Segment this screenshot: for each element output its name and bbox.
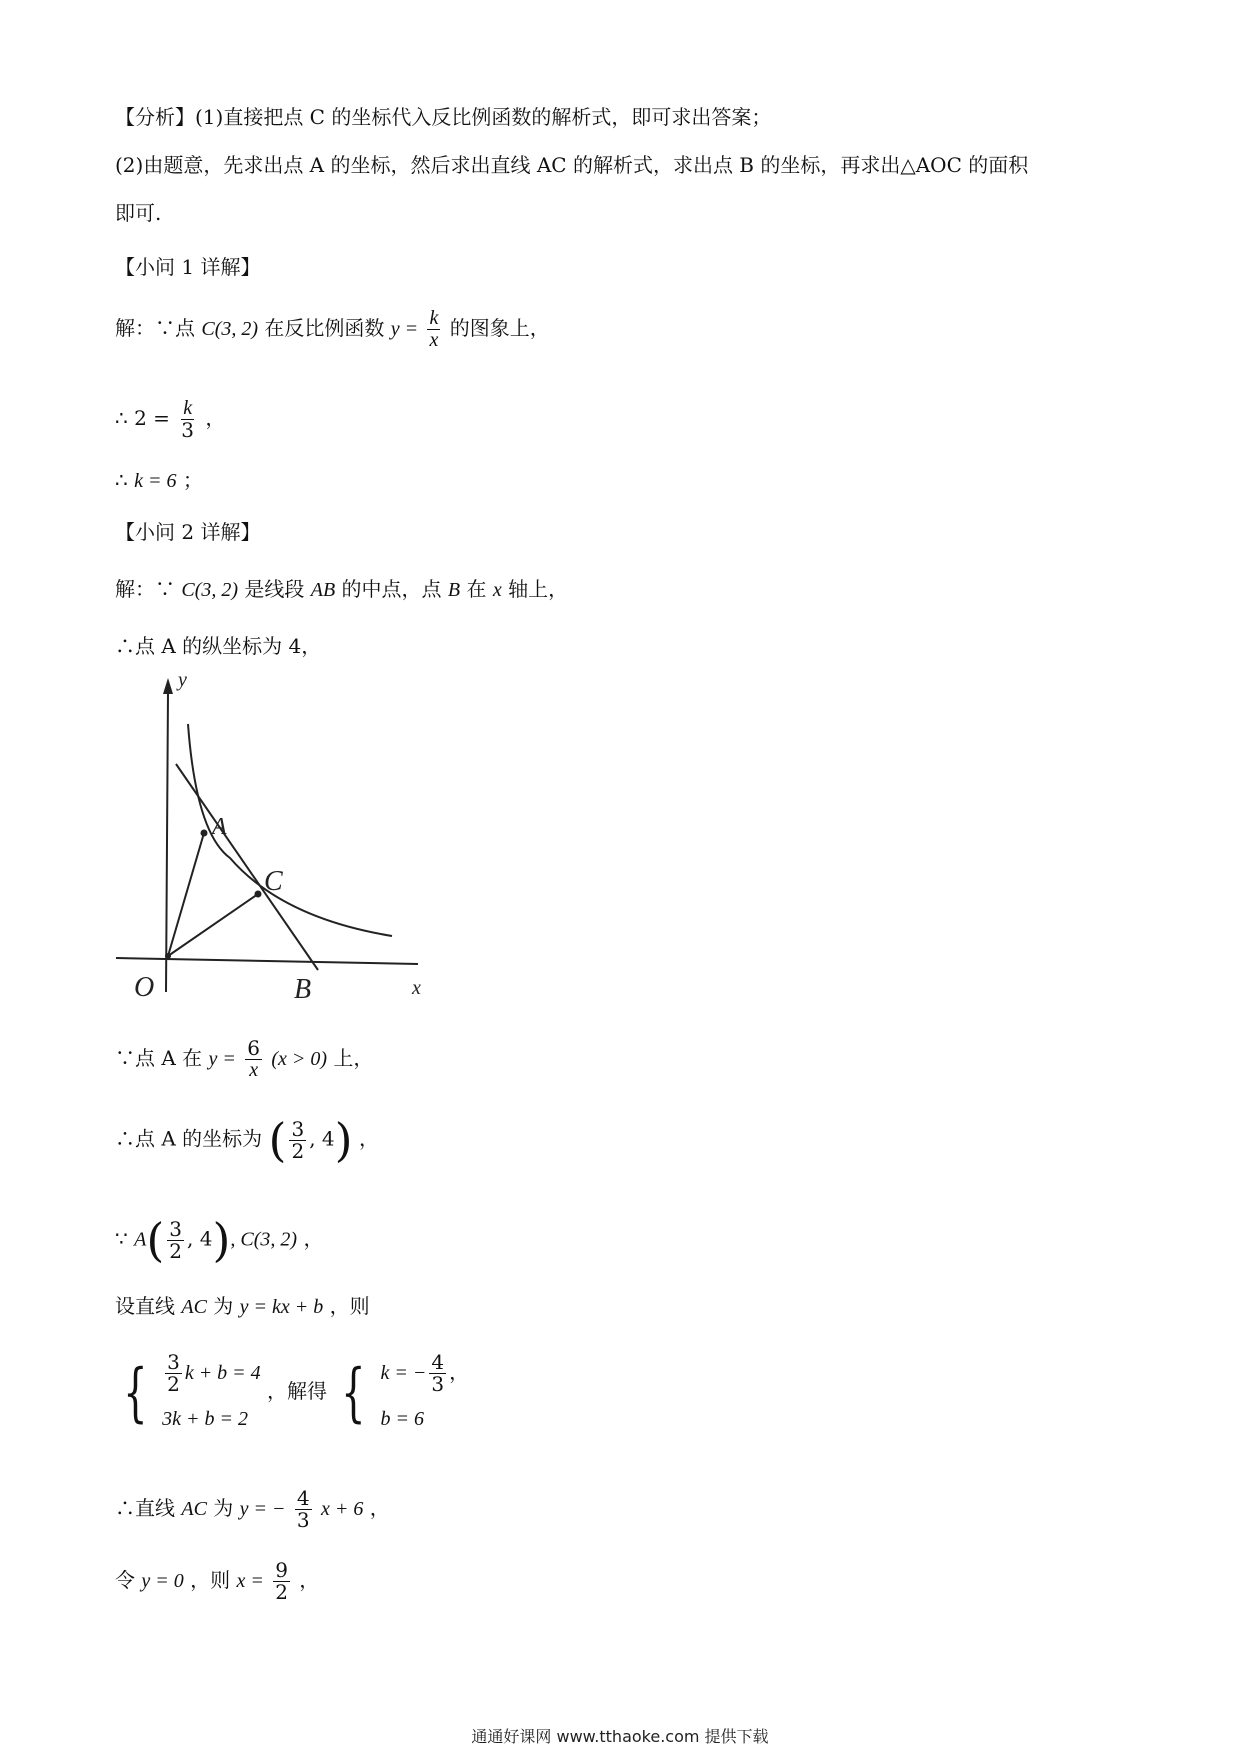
part1-result-line: ∴ k = 6 ； [115,468,203,492]
part2-midpoint-line: 解：∵ C(3, 2) 是线段 AB 的中点，点 B 在 x 轴上， [115,577,569,601]
label-a: A [212,814,227,840]
solution-system: k = − $\frac{4}{3}$ ， b = 6 [380,1350,470,1430]
a-c-points-line: ∵ A( $\frac{3}{2}$ , 4), C(3, 2) ， [115,1213,324,1267]
six-over-x-fraction: $\frac{6}{x}$ [247,1036,260,1081]
hyperbola-figure [112,668,432,1020]
line-ac [176,764,318,970]
part1-heading: 【小问 1 详解】 [115,255,261,279]
a-x-fraction: $\frac{3}{2}$ [169,1216,182,1263]
part2-a-y-line: ∴点 A 的纵坐标为 4， [115,634,322,658]
footer-source: 通通好课网 www.tthaoke.com 提供下载 [471,1727,769,1746]
nine-halves-fraction: $\frac{9}{2}$ [275,1558,288,1604]
label-y: y [178,669,187,691]
part2-heading: 【小问 2 详解】 [115,520,261,544]
x-axis [116,958,418,964]
segment-oc [168,894,258,956]
analysis-line-1: 【分析】(1)直接把点 C 的坐标代入反比例函数的解析式，即可求出答案； [115,105,772,129]
label-x: x [412,977,421,999]
given-system: $\frac{3}{2}$ k + b = 4 3k + b = 2 [162,1350,261,1430]
line-ac-equation: ∴直线 AC 为 y = − $\frac{4}{3}$ x + 6 ， [115,1486,390,1532]
part1-given-line: 解：∵点 C(3, 2) 在反比例函数 y = $\frac{k}{x}$ 的图象上， [115,307,550,351]
label-o: O [134,972,155,1003]
k-over-x-fraction: $\frac{k}{x}$ [429,307,439,351]
analysis-line-2: (2)由题意，先求出点 A 的坐标，然后求出直线 AC 的解析式，求出点 B 的坐标，再求出△AOC 的面积 [115,153,1029,177]
point-c-dot [255,891,262,898]
set-line-ac-line: 设直线 AC 为 y = kx + b ，则 [115,1294,370,1318]
a-on-curve-line: ∵点 A 在 y = $\frac{6}{x}$ (x > 0) 上， [115,1036,374,1081]
k-over-3-fraction: $\frac{k}{3}$ [181,397,195,442]
analysis-line-3: 即可. [115,201,162,225]
point-a-dot [201,830,208,837]
label-b: B [294,974,312,1005]
part1-equation-line: ∴ 2 = $\frac{k}{3}$ ， [115,397,226,442]
three-halves-fraction: $\frac{3}{2}$ [291,1116,305,1163]
y-axis [166,692,168,992]
point-o-dot [165,953,171,959]
segment-oa [168,833,204,956]
label-c: C [264,866,283,897]
equation-system-line: { $\frac{3}{2}$ k + b = 4 3k + b = 2 ，解得 { k = − $\frac{4}{3}$ ， b = 6 [115,1352,469,1433]
y-axis-arrow [163,678,173,694]
let-y-zero-line: 令 y = 0 ，则 x = $\frac{9}{2}$ ， [115,1558,320,1604]
a-coordinate-line: ∴点 A 的坐标为 ( $\frac{3}{2}$ , 4) ， [115,1113,379,1167]
